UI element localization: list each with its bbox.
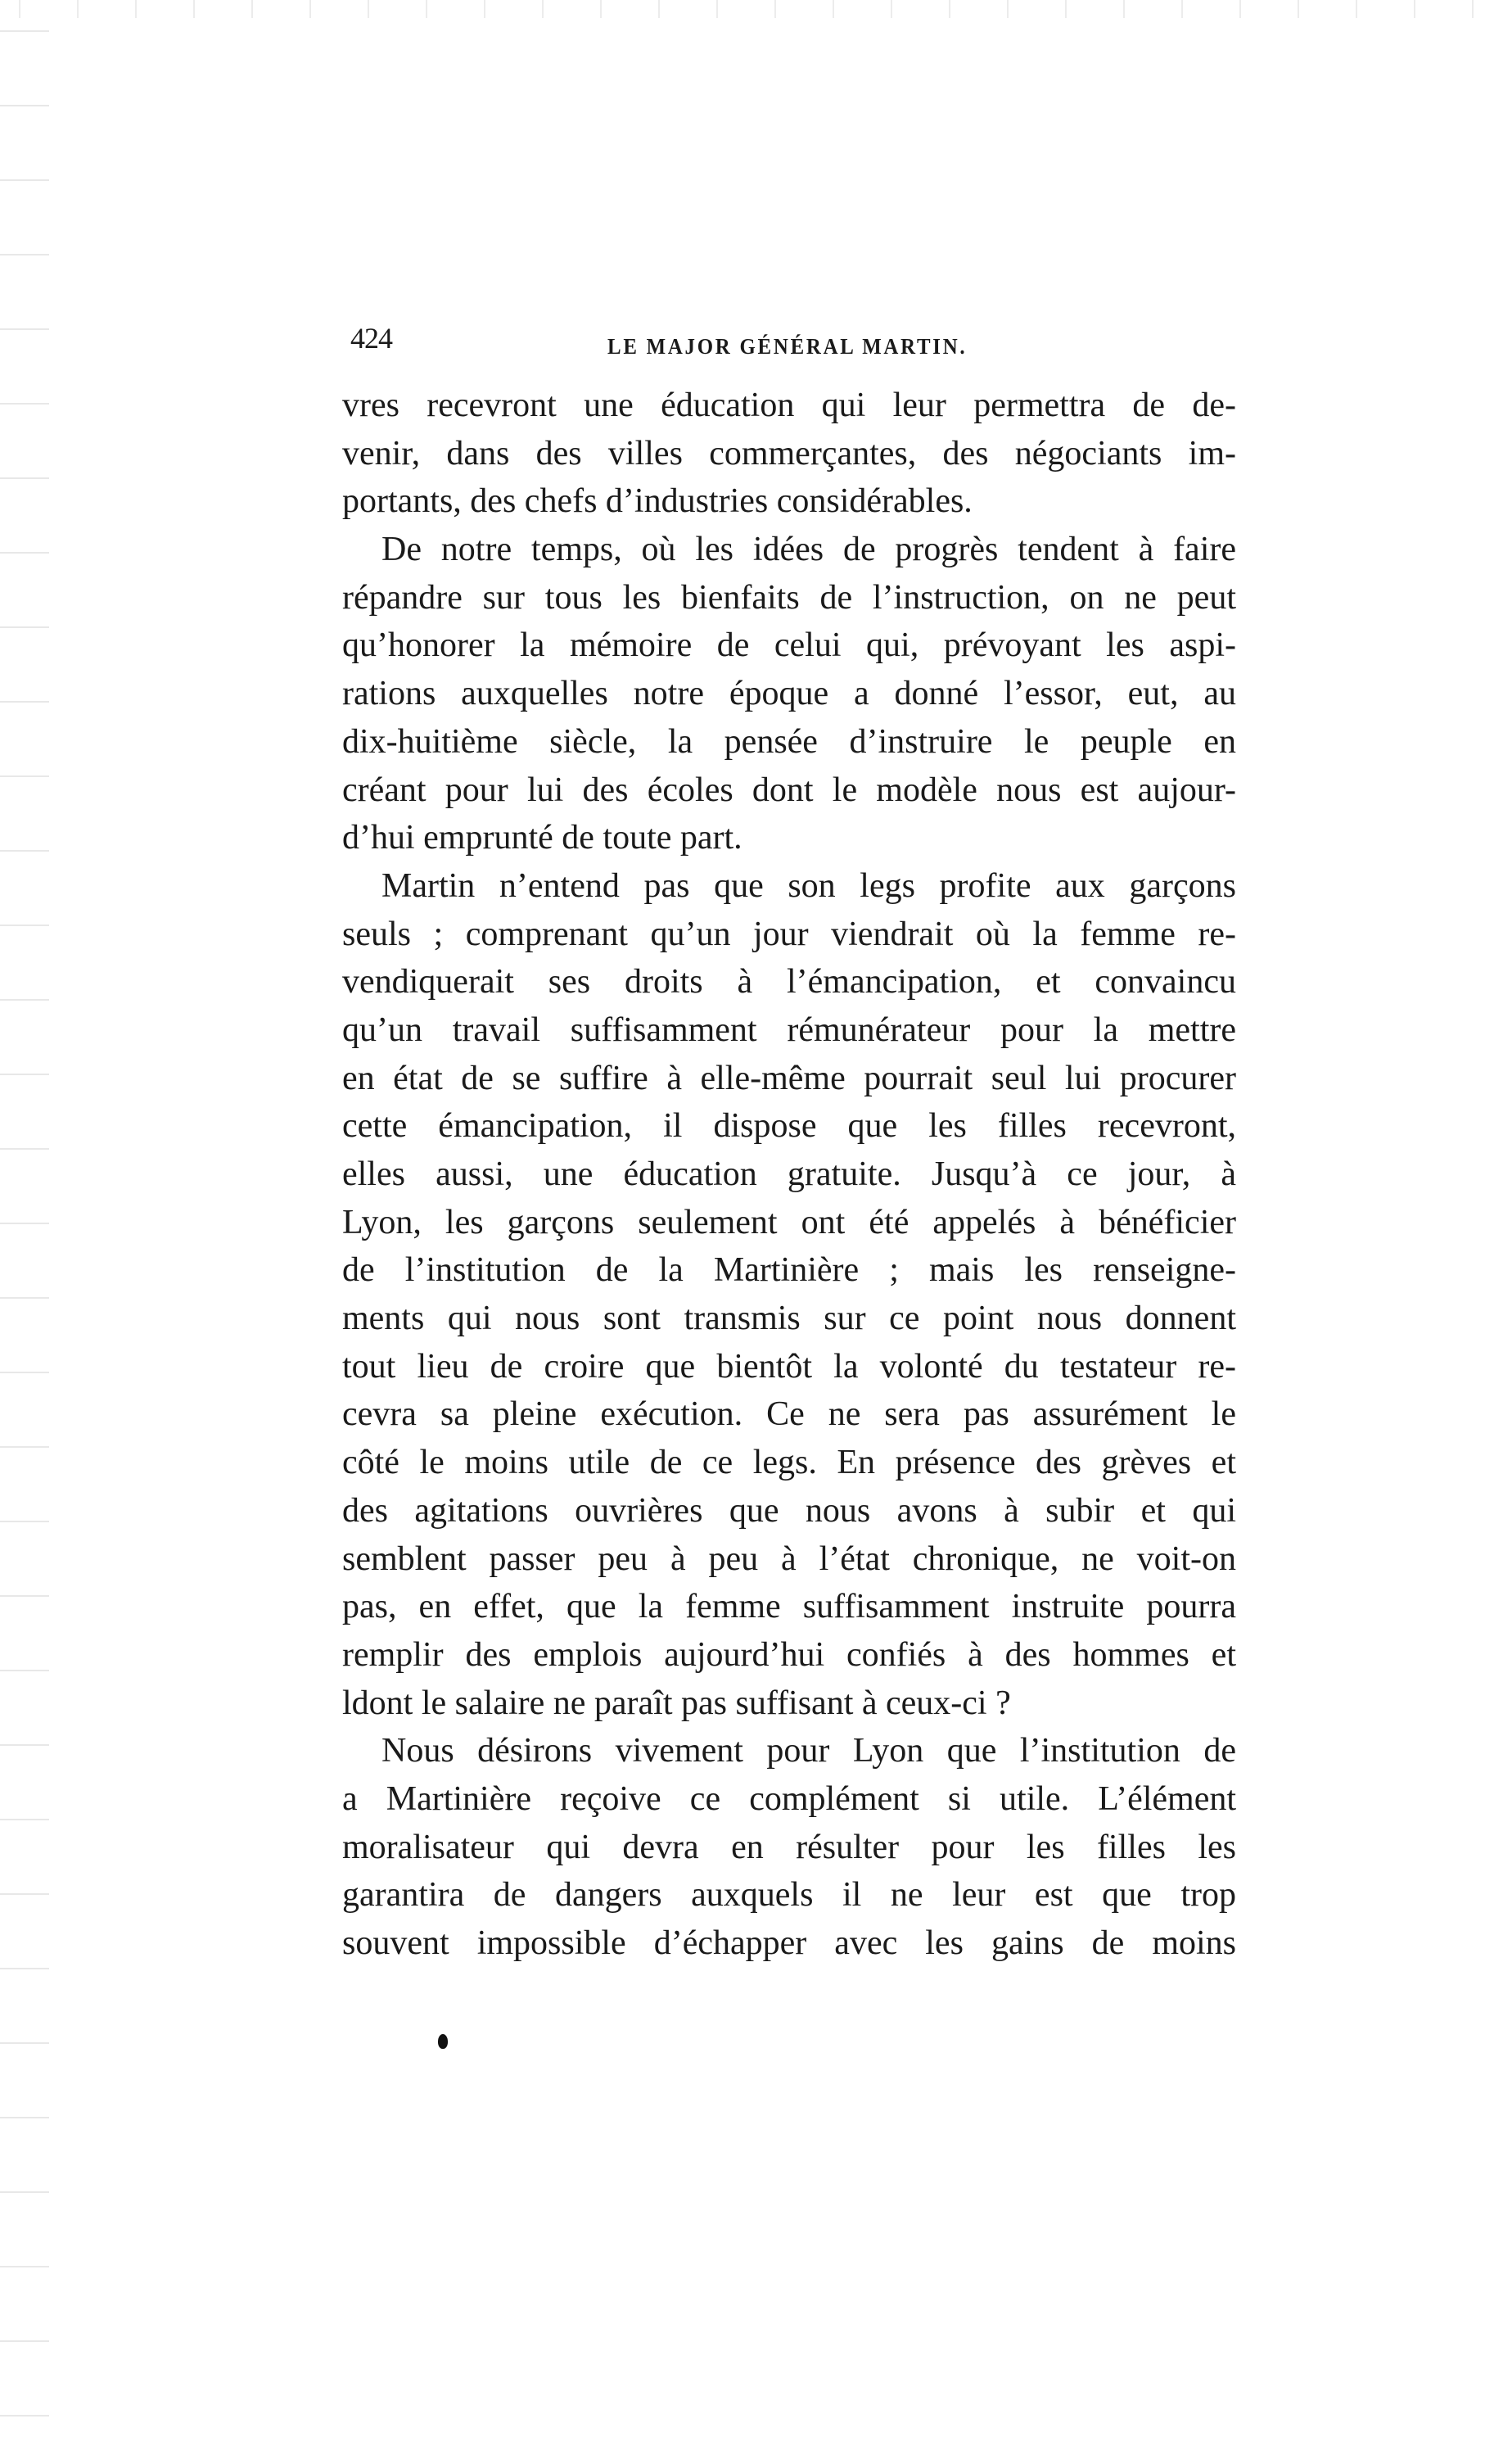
text-line: de l’institution de la Martinière ; mais les renseigne- [342, 1251, 1236, 1290]
text-line: cette émancipation, il dispose que les filles recevront, [342, 1107, 1236, 1146]
text-line: tout lieu de croire que bientôt la volonté du testateur re- [342, 1347, 1236, 1386]
text-line: ldont le salaire ne paraît pas suffisant à ceux-ci ? [342, 1684, 1011, 1722]
scan-edge-noise [0, 0, 49, 2464]
text-line: Nous désirons vivement pour Lyon que l’institution de [381, 1732, 1236, 1770]
text-line: souvent impossible d’échapper avec les gains de moins [342, 1924, 1236, 1962]
text-line: Lyon, les garçons seulement ont été appelés à bénéficier [342, 1203, 1236, 1241]
text-line: seuls ; comprenant qu’un jour viendrait où la femme re- [342, 915, 1236, 953]
text-line: elles aussi, une éducation gratuite. Jusqu’à ce jour, à [342, 1155, 1236, 1193]
text-line: vendiquerait ses droits à l’émancipation, et convaincu [342, 963, 1236, 1001]
text-line: répandre sur tous les bienfaits de l’instruction, on ne peut [342, 578, 1236, 617]
text-line: Martin n’entend pas que son legs profite aux garçons [381, 866, 1236, 905]
text-line: semblent passer peu à peu à l’état chronique, ne voit-on [342, 1539, 1236, 1578]
text-line: rations auxquelles notre époque a donné l’essor, eut, au [342, 675, 1236, 713]
text-line: vres recevront une éducation qui leur permettra de de- [342, 387, 1236, 424]
ink-dot-mark [438, 2034, 448, 2049]
text-line: qu’un travail suffisamment rémunérateur pour la mettre [342, 1010, 1236, 1049]
text-line: des agitations ouvrières que nous avons à subir et qui [342, 1491, 1236, 1530]
text-line: qu’honorer la mémoire de celui qui, prévoyant les aspi- [342, 626, 1236, 665]
body-text [342, 382, 1236, 1968]
text-line: en état de se suffire à elle-même pourrait seul lui procurer [342, 1059, 1236, 1097]
scan-top-noise [0, 0, 1485, 18]
page-number: 424 [350, 322, 392, 355]
running-title: LE MAJOR GÉNÉRAL MARTIN. [607, 334, 968, 359]
text-line: venir, dans des villes commerçantes, des négociants im- [342, 434, 1236, 472]
text-line: moralisateur qui devra en résulter pour les filles les [342, 1828, 1236, 1866]
text-line: pas, en effet, que la femme suffisamment instruite pourra [342, 1588, 1236, 1626]
text-line: dix-huitième siècle, la pensée d’instruire le peuple en [342, 722, 1236, 761]
text-line: portants, des chefs d’industries considérables. [342, 482, 973, 521]
text-line: côté le moins utile de ce legs. En présence des grèves et [342, 1444, 1236, 1482]
text-line: remplir des emplois aujourd’hui confiés à des hommes et [342, 1635, 1236, 1674]
text-line: a Martinière reçoive ce complément si utile. L’élément [342, 1779, 1236, 1818]
text-line: d’hui emprunté de toute part. [342, 819, 742, 857]
text-line: créant pour lui des écoles dont le modèle nous est aujour- [342, 771, 1236, 809]
text-line: garantira de dangers auxquels il ne leur est que trop [342, 1876, 1236, 1915]
text-line: ments qui nous sont transmis sur ce point nous donnent [342, 1300, 1236, 1338]
text-line: De notre temps, où les idées de progrès tendent à faire [381, 531, 1236, 569]
text-line: cevra sa pleine exécution. Ce ne sera pas assurément le [342, 1395, 1236, 1434]
